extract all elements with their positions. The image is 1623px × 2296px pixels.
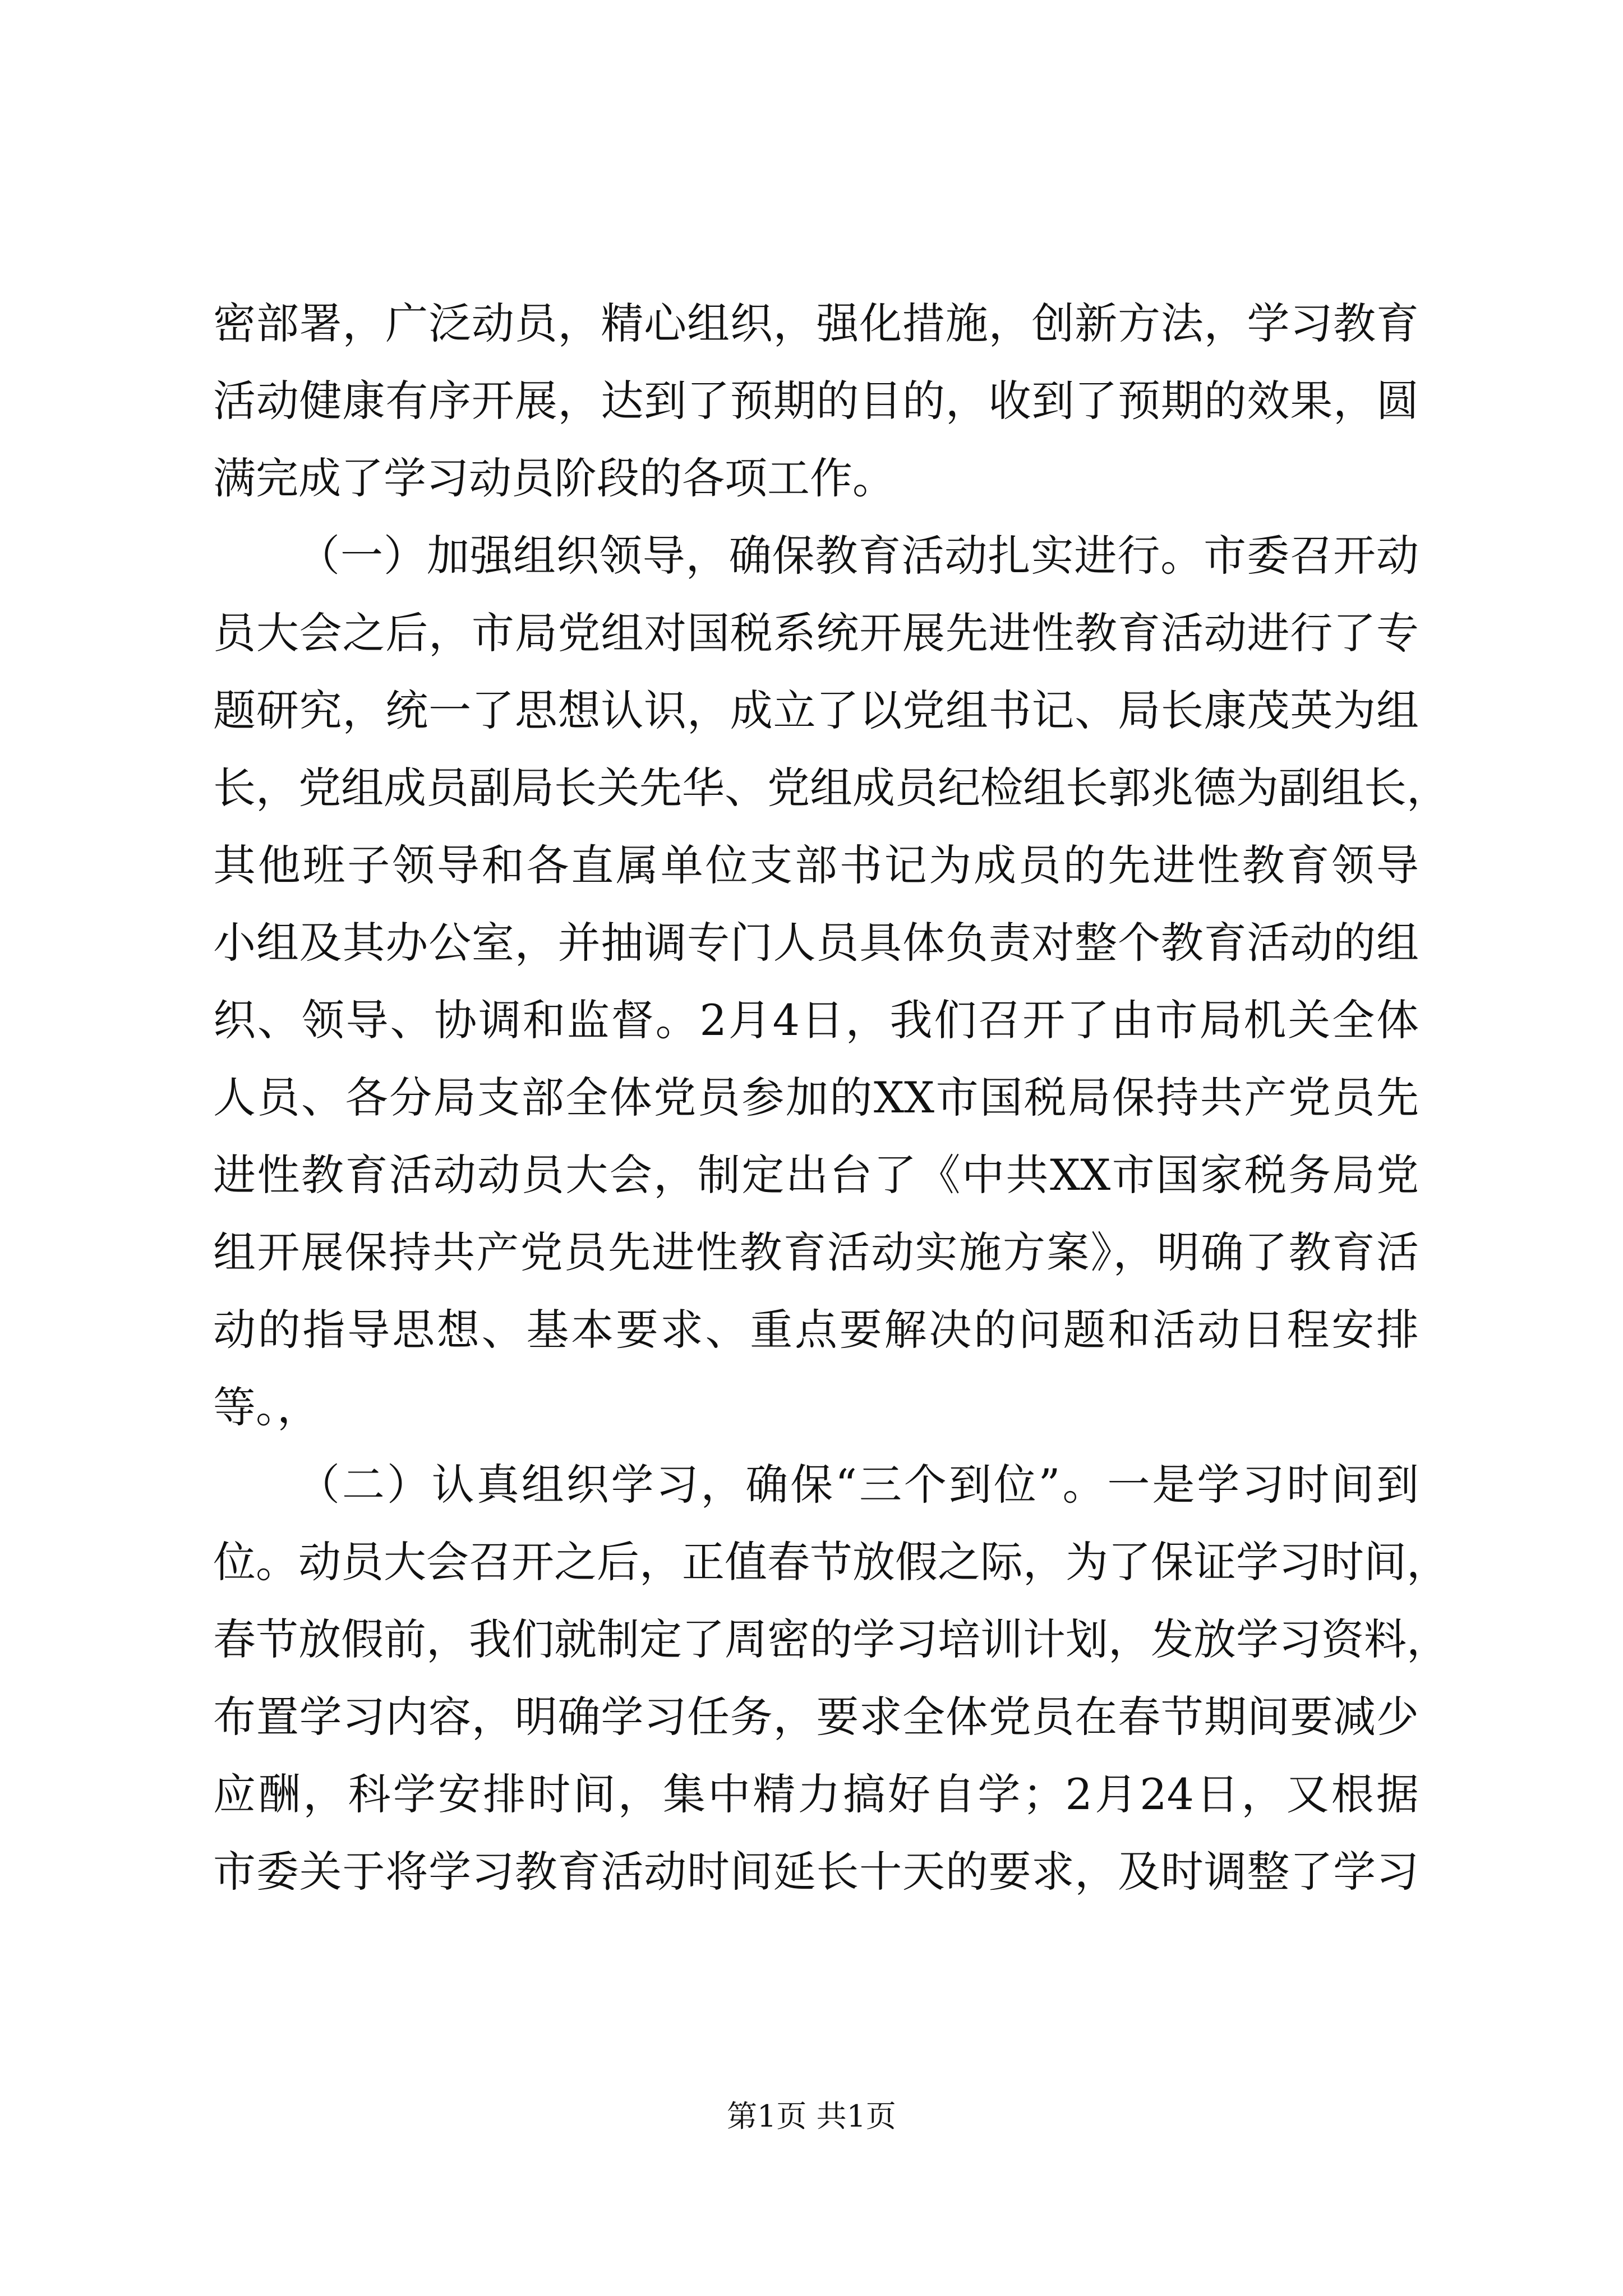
- paragraph-line: 位。动员大会召开之后，正值春节放假之际，为了保证学习时间，: [213, 1537, 1449, 1587]
- paragraph-line: 员大会之后，市局党组对国税系统开展先进性教育活动进行了专: [213, 608, 1419, 658]
- paragraph-line: 小组及其办公室，并抽调专门人员具体负责对整个教育活动的组: [213, 918, 1419, 968]
- paragraph-line: 等。，: [213, 1382, 320, 1432]
- paragraph-line: 组开展保持共产党员先进性教育活动实施方案》，明确了教育活: [213, 1227, 1419, 1277]
- paragraph-line: 进性教育活动动员大会，制定出台了《中共XX市国家税务局党: [213, 1150, 1419, 1200]
- paragraph-line: （一）加强组织领导，确保教育活动扎实进行。市委召开动: [297, 531, 1419, 581]
- paragraph-line: 长，党组成员副局长关先华、党组成员纪检组长郭兆德为副组长，: [213, 763, 1449, 813]
- paragraph-line: 题研究，统一了思想认识，成立了以党组书记、局长康茂英为组: [213, 685, 1419, 735]
- paragraph-line: 布置学习内容，明确学习任务，要求全体党员在春节期间要减少: [213, 1692, 1419, 1742]
- paragraph-line: 动的指导思想、基本要求、重点要解决的问题和活动日程安排: [213, 1305, 1419, 1355]
- document-body: [213, 285, 1449, 1911]
- paragraph-line: 人员、各分局支部全体党员参加的XX市国税局保持共产党员先: [213, 1073, 1419, 1122]
- page-footer: 第1页 共1页: [727, 2099, 896, 2134]
- paragraph-line: 应酬，科学安排时间，集中精力搞好自学；2月24日，又根据: [213, 1769, 1419, 1819]
- paragraph-line: 其他班子领导和各直属单位支部书记为成员的先进性教育领导: [213, 840, 1419, 890]
- paragraph-line: 密部署，广泛动员，精心组织，强化措施，创新方法，学习教育: [213, 298, 1419, 348]
- paragraph-line: 织、领导、协调和监督。2月4日，我们召开了由市局机关全体: [213, 995, 1419, 1045]
- paragraph-line: 活动健康有序开展，达到了预期的目的，收到了预期的效果，圆: [213, 376, 1419, 426]
- paragraph-line: 春节放假前，我们就制定了周密的学习培训计划，发放学习资料，: [213, 1614, 1449, 1664]
- paragraph-line: 市委关于将学习教育活动时间延长十天的要求，及时调整了学习: [213, 1847, 1419, 1897]
- paragraph-line: 满完成了学习动员阶段的各项工作。: [213, 453, 895, 503]
- paragraph-line: （二）认真组织学习，确保“三个到位”。一是学习时间到: [297, 1460, 1419, 1510]
